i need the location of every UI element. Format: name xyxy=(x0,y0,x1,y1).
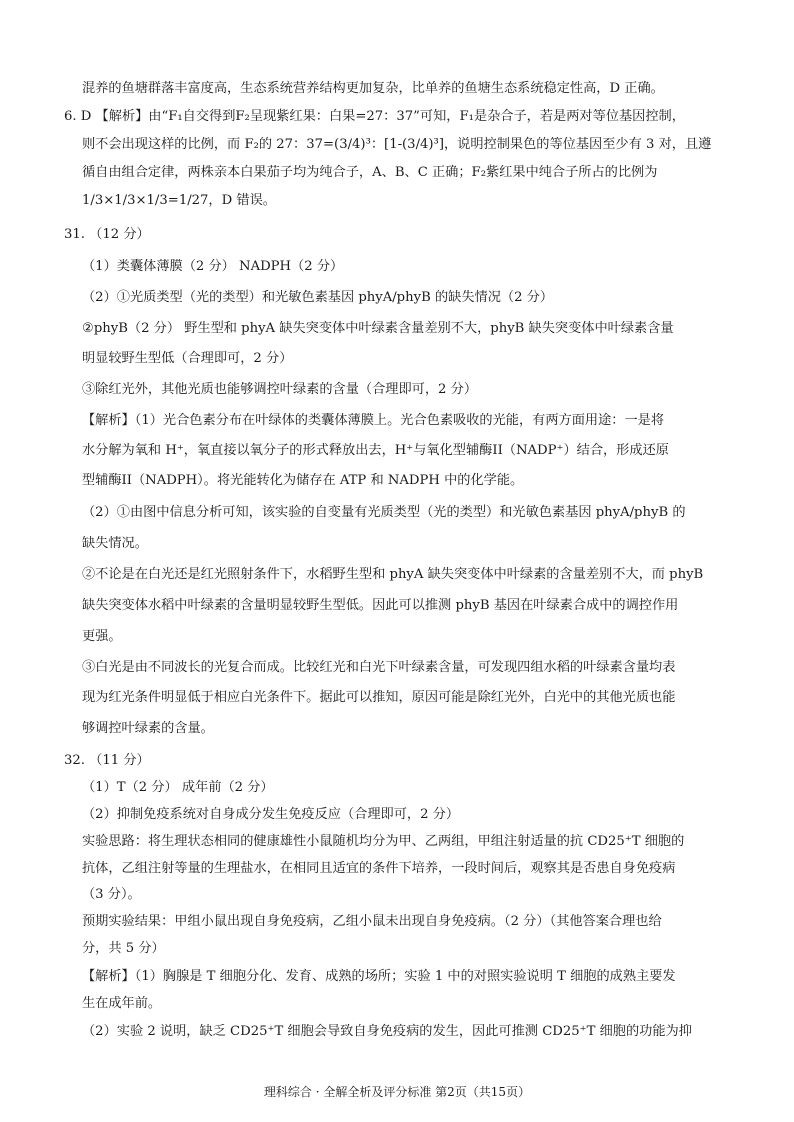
text-line: 1/3×1/3×1/3=1/27，D 错误。 xyxy=(82,193,276,208)
text-line: 更强。 xyxy=(82,629,122,644)
text-line: 明显较野生型低（合理即可，2 分） xyxy=(82,351,293,366)
text-line: 缺失情况。 xyxy=(82,536,148,551)
text-line: 型辅酶II（NADPH）。将光能转化为储存在 ATP 和 NADPH 中的化学能。 xyxy=(82,473,524,488)
text-line: ②不论是在白光还是红光照射条件下，水稻野生型和 phyA 缺失突变体中叶绿素的含量差别不大，而 phyB xyxy=(82,567,704,582)
text-line: ③除红光外，其他光质也能够调控叶绿素的含量（合理即可，2 分） xyxy=(82,382,478,397)
page-footer: 理科综合 · 全解全析及评分标准 第2页（共15页） xyxy=(263,1085,531,1099)
text-line: 够调控叶绿素的含量。 xyxy=(82,721,214,736)
text-line: （3 分）。 xyxy=(82,887,141,902)
text-line: ②phyB（2 分） 野生型和 phyA 缺失突变体中叶绿素含量差别不大，phyB 缺失突变体中叶绿素含量 xyxy=(82,321,674,336)
text-line: （2）抑制免疫系统对自身成分发生免疫反应（合理即可，2 分） xyxy=(82,807,460,822)
text-line: 分，共 5 分） xyxy=(82,941,165,956)
text-line: 则不会出现这样的比例，而 F₂的 27：37=(3/4)³：[1-(3/4)³]，说明控制果色的等位基因至少有 3 对，且遵 xyxy=(82,137,712,152)
text-line: （2）①光质类型（光的类型）和光敏色素基因 phyA/phyB 的缺失情况（2 分） xyxy=(82,290,554,305)
text-line: 水分解为氧和 H⁺，氧直接以氧分子的形式释放出去，H⁺与氧化型辅酶II（NADP⁺）结合，形成还原 xyxy=(82,443,669,458)
text-line: 【解析】（1）光合色素分布在叶绿体的类囊体薄膜上。光合色素吸收的光能，有两方面用途：一是将 xyxy=(82,413,665,428)
question-heading: 31. （12 分） xyxy=(64,227,150,242)
text-line: 混养的鱼塘群落丰富度高，生态系统营养结构更加复杂，比单养的鱼塘生态系统稳定性高，D 正确。 xyxy=(82,81,664,96)
question-heading: 32. （11 分） xyxy=(64,753,150,768)
text-line: （2）实验 2 说明，缺乏 CD25⁺T 细胞会导致自身免疫病的发生，因此可推测 CD25⁺T 细胞的功能为抑 xyxy=(82,1024,692,1039)
text-line: ③白光是由不同波长的光复合而成。比较红光和白光下叶绿素含量，可发现四组水稻的叶绿素含量均表 xyxy=(82,660,676,675)
text-line: 循自由组合定律，两株亲本白果茄子均为纯合子，A、B、C 正确；F₂紫红果中纯合子所占的比例为 xyxy=(82,165,658,180)
text-line: （1）T（2 分） 成年前（2 分） xyxy=(82,780,274,795)
text-line: 【解析】（1）胸腺是 T 细胞分化、发育、成熟的场所；实验 1 中的对照实验说明 T 细胞的成熟主要发 xyxy=(82,969,676,984)
text-line: 抗体，乙组注射等量的生理盐水，在相同且适宜的条件下培养，一段时间后，观察其是否患自身免疫病 xyxy=(82,861,676,876)
text-line: 现为红光条件明显低于相应白光条件下。据此可以推知，原因可能是除红光外，白光中的其他光质也能 xyxy=(82,690,676,705)
text-line: 实验思路：将生理状态相同的健康雄性小鼠随机均分为甲、乙两组，甲组注射适量的抗 CD25⁺T 细胞的 xyxy=(82,834,685,849)
text-line: （2）①由图中信息分析可知，该实验的自变量有光质类型（光的类型）和光敏色素基因 phyA/phyB 的 xyxy=(82,505,686,520)
text-line: 缺失突变体水稻中叶绿素的含量明显较野生型低。因此可以推测 phyB 基因在叶绿素合成中的调控作用 xyxy=(82,598,679,613)
text-line: 6. D 【解析】由“F₁自交得到F₂呈现紫红果：白果=27：37”可知，F₁是杂合子，若是两对等位基因控制， xyxy=(64,109,685,124)
text-line: 预期实验结果：甲组小鼠出现自身免疫病，乙组小鼠未出现自身免疫病。（2 分）（其他答案合理也给 xyxy=(82,914,662,929)
text-line: 生在成年前。 xyxy=(82,996,162,1011)
text-line: （1）类囊体薄膜（2 分） NADPH（2 分） xyxy=(82,259,344,274)
